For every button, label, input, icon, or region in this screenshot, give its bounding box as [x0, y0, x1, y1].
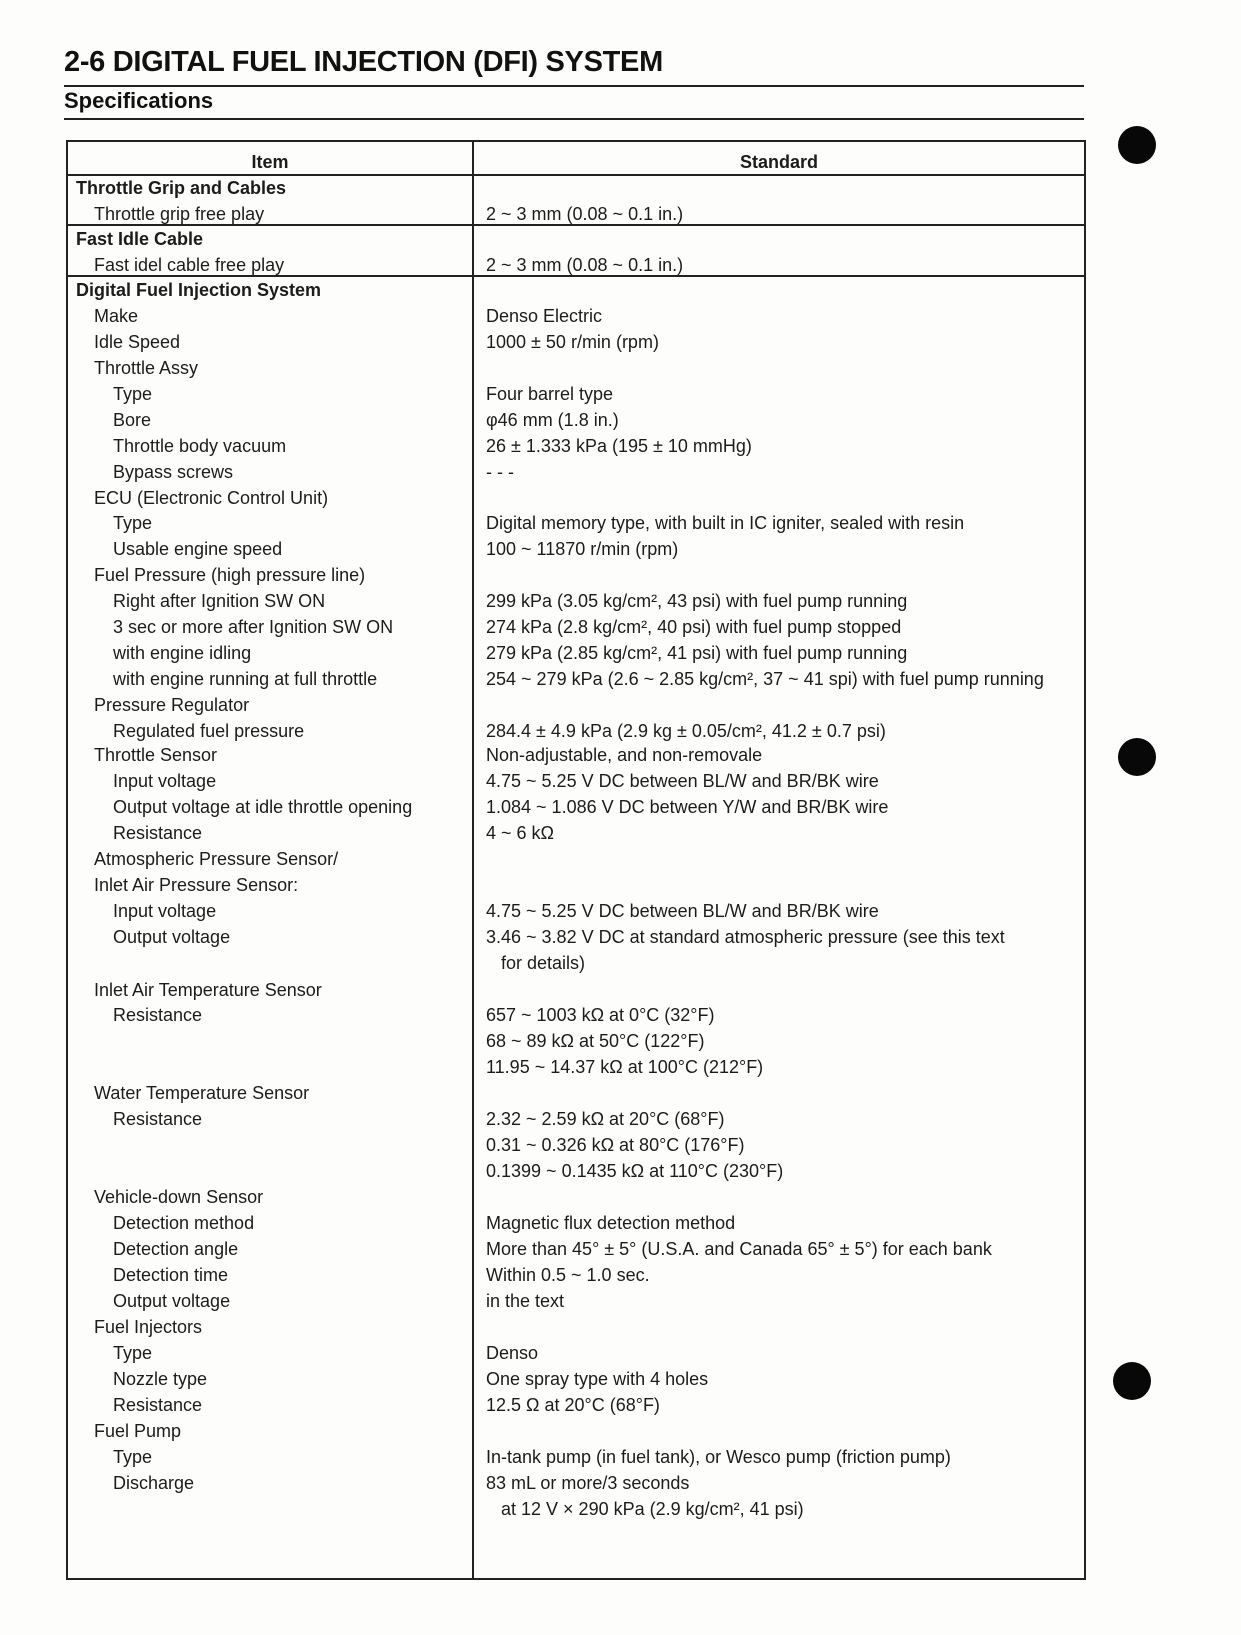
row-standard-value: 83 mL or more/3 seconds: [486, 1473, 690, 1493]
row-standard-value: 11.95 ~ 14.37 kΩ at 100°C (212°F): [486, 1057, 764, 1077]
table-row: [68, 329, 1084, 356]
row-item-label: Bypass screws: [113, 462, 234, 482]
row-item-label: Pressure Regulator: [94, 695, 250, 715]
table-row: [68, 1184, 1084, 1211]
row-standard-value: More than 45° ± 5° (U.S.A. and Canada 65° ± 5°) for each bank: [486, 1239, 992, 1259]
row-standard-value: 2 ~ 3 mm (0.08 ~ 0.1 in.): [486, 204, 684, 224]
row-item-label: Type: [113, 1447, 153, 1467]
table-row: [68, 794, 1084, 821]
row-item-label: Throttle grip free play: [94, 204, 265, 224]
table-row: [68, 718, 1084, 745]
row-item-label: Throttle Sensor: [94, 745, 218, 765]
table-row: [68, 277, 1084, 304]
row-item-label: Output voltage: [113, 927, 231, 947]
table-row: [68, 1106, 1084, 1133]
table-row: [68, 1444, 1084, 1471]
row-standard-value: 3.46 ~ 3.82 V DC at standard atmospheric pressure (see this text: [486, 927, 1005, 947]
table-row: [68, 485, 1084, 512]
row-standard-value: 254 ~ 279 kPa (2.6 ~ 2.85 kg/cm², 37 ~ 41 spi) with fuel pump running: [486, 669, 1044, 689]
table-row: [68, 1314, 1084, 1341]
table-row: [68, 175, 1084, 202]
row-standard-value: 299 kPa (3.05 kg/cm², 43 psi) with fuel pump running: [486, 591, 908, 611]
row-standard-value: 2.32 ~ 2.59 kΩ at 20°C (68°F): [486, 1109, 725, 1129]
row-standard-value: 2 ~ 3 mm (0.08 ~ 0.1 in.): [486, 255, 684, 275]
table-row: [68, 872, 1084, 899]
row-item-label: Resistance: [113, 823, 203, 843]
table-row: [68, 201, 1084, 228]
table-row: [68, 510, 1084, 537]
row-item-label: Fuel Injectors: [94, 1317, 203, 1337]
table-row: [68, 1080, 1084, 1107]
row-standard-value: Digital memory type, with built in IC igniter, sealed with resin: [486, 513, 965, 533]
row-standard-value: 4 ~ 6 kΩ: [486, 823, 554, 843]
row-standard-value: 274 kPa (2.8 kg/cm², 40 psi) with fuel pump stopped: [486, 617, 902, 637]
punch-hole-bottom: [1113, 1362, 1151, 1400]
row-item-label: Throttle body vacuum: [113, 436, 287, 456]
table-row: [68, 1288, 1084, 1315]
row-item-label: Throttle Assy: [94, 358, 199, 378]
row-item-label: Water Temperature Sensor: [94, 1083, 310, 1103]
punch-hole-top: [1118, 126, 1156, 164]
row-item-label: Inlet Air Temperature Sensor: [94, 980, 322, 1000]
row-item-label: Output voltage: [113, 1291, 231, 1311]
row-standard-value: Denso: [486, 1343, 539, 1363]
table-row: [68, 536, 1084, 563]
table-row: [68, 1418, 1084, 1445]
row-item-label: Usable engine speed: [113, 539, 283, 559]
row-item-label: Bore: [113, 410, 152, 430]
row-item-label: Inlet Air Pressure Sensor:: [94, 875, 299, 895]
row-standard-value: at 12 V × 290 kPa (2.9 kg/cm², 41 psi): [486, 1499, 804, 1519]
table-row: [68, 381, 1084, 408]
row-standard-value: Within 0.5 ~ 1.0 sec.: [486, 1265, 650, 1285]
row-item-label: Output voltage at idle throttle opening: [113, 797, 413, 817]
row-item-label: Vehicle-down Sensor: [94, 1187, 264, 1207]
table-row: [68, 820, 1084, 847]
row-standard-value: 279 kPa (2.85 kg/cm², 41 psi) with fuel pump running: [486, 643, 908, 663]
row-item-label: Detection method: [113, 1213, 255, 1233]
table-row: [68, 614, 1084, 641]
row-item-label: with engine idling: [113, 643, 252, 663]
row-item-label: Detection angle: [113, 1239, 239, 1259]
table-row: [68, 226, 1084, 253]
row-item-label: with engine running at full throttle: [113, 669, 378, 689]
table-row: [68, 1366, 1084, 1393]
row-item-label: Fast idel cable free play: [94, 255, 285, 275]
table-row: [68, 640, 1084, 667]
table-row: [68, 742, 1084, 769]
table-row: [68, 303, 1084, 330]
table-row: [68, 1262, 1084, 1289]
row-standard-value: 1000 ± 50 r/min (rpm): [486, 332, 659, 352]
row-standard-value: 657 ~ 1003 kΩ at 0°C (32°F): [486, 1005, 715, 1025]
punch-hole-middle: [1118, 738, 1156, 776]
table-row: [68, 252, 1084, 279]
table-row: [68, 950, 1084, 977]
table-row: [68, 562, 1084, 589]
table-row: [68, 846, 1084, 873]
row-standard-value: 4.75 ~ 5.25 V DC between BL/W and BR/BK wire: [486, 771, 879, 791]
table-row: [68, 666, 1084, 693]
table-row: [68, 924, 1084, 951]
row-standard-value: 68 ~ 89 kΩ at 50°C (122°F): [486, 1031, 705, 1051]
row-standard-value: Non-adjustable, and non-removale: [486, 745, 763, 765]
table-row: [68, 433, 1084, 460]
table-row: [68, 1158, 1084, 1185]
row-item-label: Type: [113, 513, 153, 533]
row-item-label: ECU (Electronic Control Unit): [94, 488, 329, 508]
page-title: 2-6 DIGITAL FUEL INJECTION (DFI) SYSTEM: [64, 46, 663, 78]
row-standard-value: 0.1399 ~ 0.1435 kΩ at 110°C (230°F): [486, 1161, 784, 1181]
row-item-label: Resistance: [113, 1395, 203, 1415]
table-row: [68, 1496, 1084, 1523]
row-item-label: Digital Fuel Injection System: [76, 280, 322, 300]
row-item-label: Fast Idle Cable: [76, 229, 204, 249]
table-row: [68, 1340, 1084, 1367]
table-row: [68, 407, 1084, 434]
row-item-label: Nozzle type: [113, 1369, 208, 1389]
row-standard-value: 1.084 ~ 1.086 V DC between Y/W and BR/BK wire: [486, 797, 889, 817]
header-item: Item: [251, 152, 289, 172]
row-item-label: Fuel Pressure (high pressure line): [94, 565, 366, 585]
row-standard-value: One spray type with 4 holes: [486, 1369, 709, 1389]
title-rule: [64, 85, 1084, 87]
row-item-label: Idle Speed: [94, 332, 181, 352]
row-item-label: Fuel Pump: [94, 1421, 182, 1441]
table-row: [68, 1210, 1084, 1237]
table-row: [68, 1028, 1084, 1055]
table-row: [68, 1236, 1084, 1263]
row-item-label: Throttle Grip and Cables: [76, 178, 287, 198]
row-item-label: Regulated fuel pressure: [113, 721, 305, 741]
row-standard-value: Magnetic flux detection method: [486, 1213, 736, 1233]
row-standard-value: 0.31 ~ 0.326 kΩ at 80°C (176°F): [486, 1135, 745, 1155]
row-item-label: Resistance: [113, 1109, 203, 1129]
row-item-label: Resistance: [113, 1005, 203, 1025]
table-row: [68, 1132, 1084, 1159]
row-item-label: Detection time: [113, 1265, 229, 1285]
row-standard-value: 4.75 ~ 5.25 V DC between BL/W and BR/BK wire: [486, 901, 879, 921]
table-row: [68, 692, 1084, 719]
table-row: [68, 355, 1084, 382]
row-item-label: Type: [113, 384, 153, 404]
table-row: [68, 768, 1084, 795]
row-standard-value: In-tank pump (in fuel tank), or Wesco pump (friction pump): [486, 1447, 951, 1467]
row-item-label: Atmospheric Pressure Sensor/: [94, 849, 339, 869]
row-standard-value: for details): [486, 953, 586, 973]
table-row: [68, 588, 1084, 615]
row-item-label: Discharge: [113, 1473, 195, 1493]
row-item-label: Input voltage: [113, 901, 217, 921]
row-standard-value: 12.5 Ω at 20°C (68°F): [486, 1395, 660, 1415]
row-standard-value: 26 ± 1.333 kPa (195 ± 10 mmHg): [486, 436, 752, 456]
table-row: [68, 1002, 1084, 1029]
row-standard-value: 284.4 ± 4.9 kPa (2.9 kg ± 0.05/cm², 41.2 ± 0.7 psi): [486, 721, 886, 741]
row-standard-value: Denso Electric: [486, 306, 603, 326]
header-standard: Standard: [739, 152, 818, 172]
spec-table: [66, 140, 1086, 1580]
row-item-label: Make: [94, 306, 139, 326]
table-row: [68, 1054, 1084, 1081]
row-standard-value: in the text: [486, 1291, 565, 1311]
row-item-label: Input voltage: [113, 771, 217, 791]
table-row: [68, 977, 1084, 1004]
table-row: [68, 459, 1084, 486]
row-standard-value: φ46 mm (1.8 in.): [486, 410, 619, 430]
row-item-label: Type: [113, 1343, 153, 1363]
section-rule: [64, 118, 1084, 120]
row-standard-value: Four barrel type: [486, 384, 614, 404]
row-item-label: Right after Ignition SW ON: [113, 591, 326, 611]
table-row: [68, 898, 1084, 925]
row-standard-value: 100 ~ 11870 r/min (rpm): [486, 539, 679, 559]
row-item-label: 3 sec or more after Ignition SW ON: [113, 617, 394, 637]
table-row: [68, 1392, 1084, 1419]
section-title: Specifications: [64, 88, 214, 113]
table-row: [68, 1470, 1084, 1497]
row-standard-value: - - -: [486, 462, 514, 482]
